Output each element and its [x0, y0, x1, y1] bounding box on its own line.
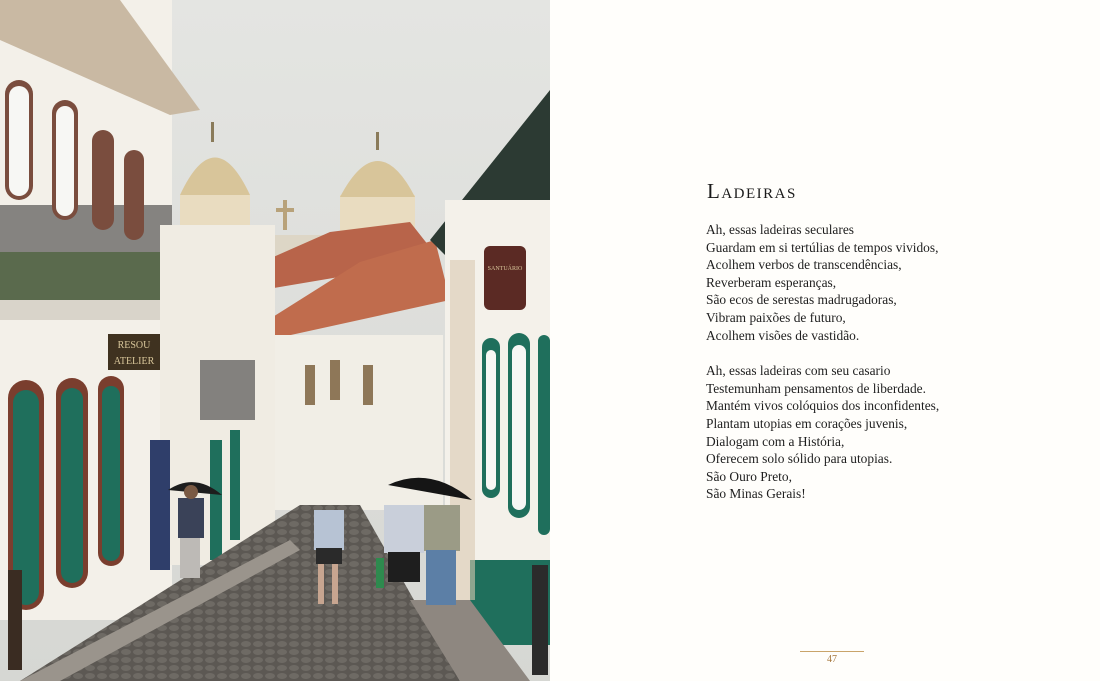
- verse: Mantém vivos colóquios dos inconfidentes,: [706, 398, 940, 414]
- shop-sign-lower: ATELIER: [113, 356, 155, 367]
- stanza-1: [706, 221, 1026, 344]
- verse: Testemunham pensamentos de liberdade.: [706, 380, 926, 396]
- shop-sign-upper: RESOU: [117, 340, 151, 351]
- verse: Reverberam esperanças,: [706, 274, 837, 290]
- page-number: 47: [827, 654, 837, 665]
- poem-page: [550, 0, 1100, 681]
- verse: São Minas Gerais!: [706, 486, 806, 502]
- verse: Acolhem visões de vastidão.: [706, 327, 860, 343]
- hanging-sign-text: SANTUÁRIO: [487, 266, 523, 272]
- poem-title: Ladeiras: [707, 179, 797, 203]
- verse: Ah, essas ladeiras seculares: [706, 222, 854, 237]
- poem-body: [706, 221, 1026, 521]
- folio-rule: [800, 651, 864, 652]
- stanza-2: [706, 362, 1026, 503]
- verse: Plantam utopias em corações juvenis,: [706, 415, 908, 431]
- verse: Vibram paixões de futuro,: [706, 309, 846, 325]
- verse: Oferecem solo sólido para utopias.: [706, 451, 893, 467]
- verse: Ah, essas ladeiras com seu casario: [706, 363, 891, 379]
- verse: São Ouro Preto,: [706, 468, 792, 484]
- verse: São ecos de serestas madrugadoras,: [706, 292, 897, 308]
- verse: Acolhem verbos de transcendências,: [706, 257, 902, 273]
- verse: Guardam em si tertúlias de tempos vividos,: [706, 239, 939, 255]
- verse: Dialogam com a História,: [706, 433, 845, 449]
